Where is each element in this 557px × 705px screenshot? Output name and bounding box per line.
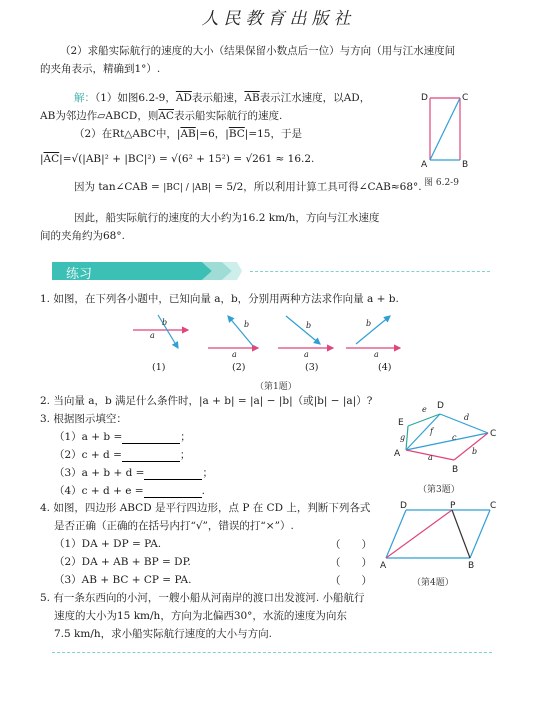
label-a: A [394,449,401,459]
text: 表示船实际航行的速度. [173,110,283,122]
svg-text:b: b [162,318,168,327]
q1-figures [128,310,408,360]
svg-text:b: b [306,321,312,330]
example-question-line1: （2）求船实际航行的速度的大小（结果保留小数点后一位）与方向（用与江水速度间 [60,45,456,57]
solution-line1 [74,91,370,105]
text: ， [359,92,371,104]
vector-bc: $\overline{BC}$ [228,128,245,140]
label-c: C [490,429,497,439]
q4-answer-1[interactable]: （ ） [330,539,372,551]
svg-text:a: a [428,453,433,462]
vector-ac: $\overline{AC}$ [43,153,60,165]
q3-text: 3. 根据图示填空： [40,413,127,425]
label-c: C [490,501,497,511]
q2-text: 2. 当向量 a，b 满足什么条件时，|a + b| = |a| − |b|（或|b| − |a|）? [40,395,373,407]
text: （2）在Rt△ABC中，| [74,128,181,140]
svg-text:b: b [244,320,250,329]
text-ad: AD [343,92,360,104]
q1-sub-4: (4) [378,362,392,373]
text-ab: AB [40,110,56,122]
label-e: E [398,418,404,428]
text: |=15，于是 [244,128,302,140]
text: |=6，| [195,128,229,140]
q5-text-line1: 5. 有一条东西向的小河，一艘小船从河南岸的渡口出发渡河. 小船航行 [40,592,365,604]
practice-banner [52,262,242,280]
q1-2-vector-b [228,316,253,346]
text: 表示江水速度，以 [259,92,344,104]
vector-ab: $\overline{AB}$ [180,128,196,140]
solution-line5 [74,180,422,195]
q1-sub-2: (2) [232,362,246,373]
label-b: B [462,160,469,170]
svg-text:a: a [232,350,237,359]
publisher-header: 人民教育出版社 [201,9,356,29]
solution-line3 [74,127,302,141]
svg-text:d: d [464,413,470,422]
text: | [40,153,44,165]
banner-divider [250,271,490,272]
svg-text:g: g [400,433,406,442]
answer-blank[interactable] [122,433,180,444]
q4-text-line1: 4. 如图，四边形 ABCD 是平行四边形，点 P 在 CD 上，判断下列各式 [40,502,371,514]
text: 表示船速， [191,92,245,104]
fraction: |BC| / |AB| [163,183,211,193]
vector-ac: $\overline{AC}$ [158,110,174,122]
svg-text:f: f [430,427,433,436]
label-b: B [452,465,459,475]
conclusion-line1: 因此，船实际航行的速度的大小约为16.2 km/h，方向与江水速度 [74,212,380,224]
svg-text:a: a [150,331,155,340]
label-d: D [400,501,407,511]
q1-sub-1: (1) [152,362,166,373]
label-d: D [437,401,444,411]
section-divider [52,652,492,653]
vector-ab: $\overline{AB}$ [244,92,260,104]
label-p: P [450,501,456,511]
text: 因为 tan∠CAB = [74,181,160,193]
svg-text:e: e [422,405,427,414]
svg-text:a: a [374,350,379,359]
answer-blank[interactable] [122,451,180,462]
figure-caption: 图 6.2-9 [424,178,459,188]
q1-1-vector-b [158,315,178,348]
q4-figure [378,500,500,572]
q3-item-4: （4）c + d + e = . [54,485,205,497]
svg-text:b: b [366,319,372,328]
svg-text:c: c [452,433,457,442]
q4-answer-3[interactable]: （ ） [330,575,372,587]
label-b: B [468,561,475,571]
solution-line4 [40,152,314,166]
label-a: A [421,160,428,170]
text: （1）如图6.2-9， [95,92,176,104]
q4-caption: （第4题） [412,578,454,588]
q4-item-1: （1）DA + DP = PA. [54,538,162,550]
q4-item-2: （2）DA + AB + BP = DP. [54,556,191,568]
q4-text-line2: 是否正确（正确的在括号内打“√”，错误的打“×”）. [54,520,294,532]
label-a: A [380,561,387,571]
solution-line2 [40,109,282,123]
label-d: D [421,93,428,103]
figure-6-2-9 [418,90,473,170]
q5-text-line3: 7.5 km/h，求小船实际航行速度的大小与方向. [54,628,272,640]
q3-item-3: （3）a + b + d = ； [54,467,213,479]
q3-item-2: （2）c + d = ； [54,449,191,461]
text: 为邻边作▱ABCD，则 [55,110,159,122]
q1-4-vector-b [356,316,390,344]
solution-label: 解： [74,92,95,104]
text: = 5/2，所以利用计算工具可得∠CAB≈68°. [214,181,422,193]
conclusion-line2: 间的夹角约为68°. [40,230,125,242]
q1-caption: （第1题） [255,382,297,392]
q4-answer-2[interactable]: （ ） [330,557,372,569]
q1-3-vector-b [286,316,320,344]
q3-figure [392,398,502,480]
practice-title: 练习 [66,267,93,282]
example-question-line2: 的夹角表示，精确到1°）. [40,63,161,75]
text: |=√(|AB|² + |BC|²) = √(6² + 15²) = √261 ≈ 16.2. [59,153,315,165]
label-c: C [462,93,469,103]
edge-bc [470,510,490,558]
segment-pb [452,510,470,558]
q3-caption: （第3题） [418,485,460,495]
q5-text-line2: 速度的大小为15 km/h，方向为北偏西30°，水流的速度为向东 [54,610,347,622]
q3-item-1: （1）a + b = ； [54,431,191,443]
answer-blank[interactable] [144,487,202,498]
vector-ad: $\overline{AD}$ [175,92,192,104]
q1-text: 1. 如图，在下列各小题中，已知向量 a，b，分别用两种方法求作向量 a + b. [40,293,399,305]
edge-ed [408,414,440,426]
answer-blank[interactable] [144,469,202,480]
svg-text:b: b [472,447,478,456]
diagonal-ac [430,98,460,160]
q4-item-3: （3）AB + BC + CP = PA. [54,574,192,586]
q1-sub-3: (3) [305,362,319,373]
svg-text:a: a [304,350,309,359]
edge-ae [406,426,408,450]
